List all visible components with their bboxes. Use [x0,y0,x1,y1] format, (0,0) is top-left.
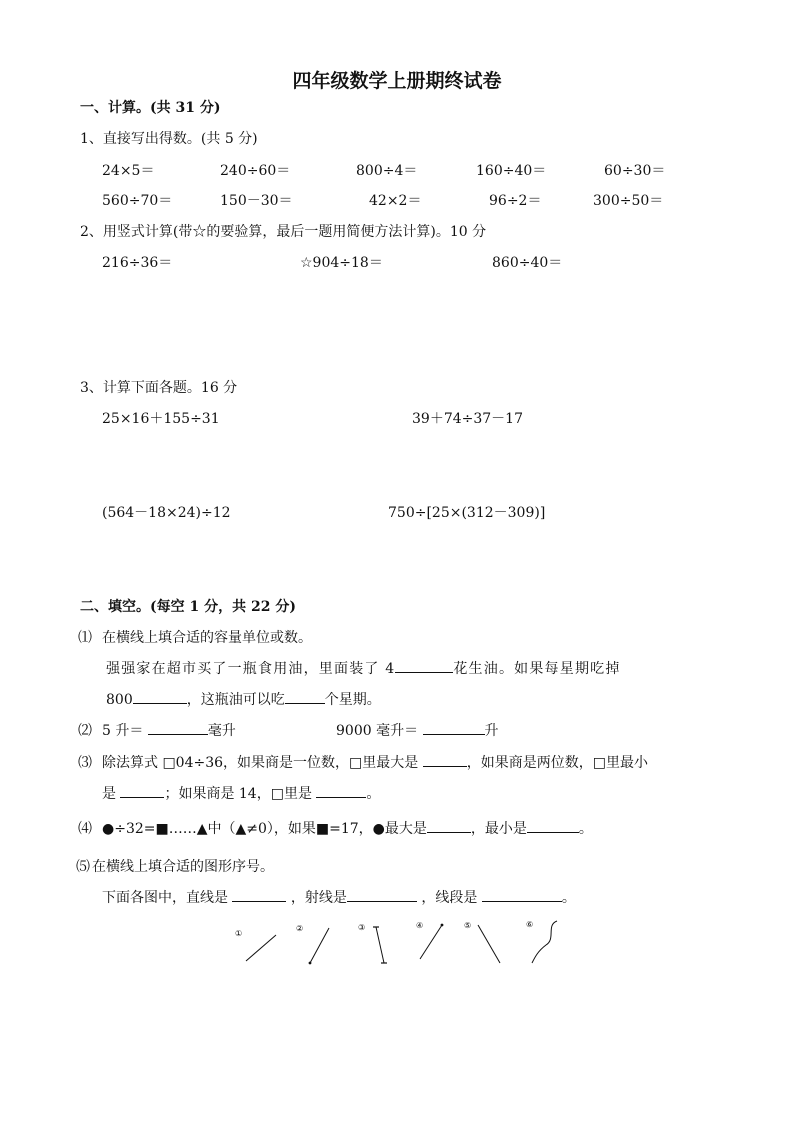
problem-3-line-1 [102,752,648,772]
problem-4-line [102,818,593,838]
q1-item: 160÷40＝ [476,163,547,179]
text: 花生油。如果每星期吃掉 [453,661,621,677]
answer-blank[interactable] [316,783,366,798]
problem-1-line-1 [106,658,621,678]
answer-blank[interactable] [395,658,453,673]
text: 个星期。 [324,692,381,708]
text: 毫升 [207,723,236,739]
q2-item: ☆904÷18＝ [300,255,383,271]
text: ，如果商是两位数，□里最小 [466,755,648,771]
text: 是 [102,786,116,802]
text: ；如果商是 14，□里是 [164,786,312,802]
answer-blank[interactable] [427,818,471,833]
answer-blank[interactable] [120,783,164,798]
problem-1-label: 在横线上填合适的容量单位或数。 [102,630,312,646]
answer-blank[interactable] [527,818,579,833]
line-figures [230,913,570,973]
text: ，这瓶油可以吃 [186,692,285,708]
q2-item: 216÷36＝ [102,255,173,271]
text: 除法算式 □04÷36，如果商是一位数，□里最大是 [102,755,419,771]
q3-item: (564－18×24)÷12 [102,505,231,521]
problem-2-line [336,720,499,740]
problem-1-line-2 [106,689,381,709]
figure-label: ③ [358,923,366,932]
problem-3-line-2 [102,783,380,803]
figure-label: ① [235,929,243,938]
q3-item: 750÷[25×(312－309)] [388,505,546,521]
section-1-heading: 一、计算。(共 31 分) [80,100,221,116]
q1-item: 800÷4＝ [356,163,418,179]
figure-1-line [246,935,276,961]
figure-label: ④ [416,921,424,930]
answer-blank[interactable] [148,720,208,735]
text: ●÷32=■……▲中（▲≠0），如果■=17，●最大是 [102,821,427,837]
q2-item: 860÷40＝ [492,255,563,271]
text: 强强家在超市买了一瓶食用油，里面装了 4 [106,661,396,677]
text: 800 [106,692,133,708]
figure-2-endpoint [309,962,312,965]
q1-item: 150－30＝ [220,193,293,209]
answer-blank[interactable] [133,689,187,704]
question-2-label: 2、用竖式计算(带☆的要验算，最后一题用简便方法计算)。10 分 [80,224,487,240]
q1-item: 300÷50＝ [593,193,664,209]
answer-blank[interactable] [423,752,467,767]
figure-5-line [478,925,500,963]
figure-label: ⑤ [464,921,472,930]
figure-2-ray [310,928,329,963]
text: 。 [366,786,381,802]
q1-item: 60÷30＝ [604,163,666,179]
answer-blank[interactable] [423,720,485,735]
figure-6-curve [532,921,557,963]
figure-label: ⑥ [526,920,534,929]
figure-4-ray [420,925,442,959]
section-2-heading: 二、填空。(每空 1 分，共 22 分) [80,599,296,615]
problem-5-label: 在横线上填合适的图形序号。 [92,859,274,875]
q1-item: 240÷60＝ [220,163,291,179]
page-title: 四年级数学上册期终试卷 [292,70,502,92]
text: 9000 毫升＝ [336,723,419,739]
q1-item: 560÷70＝ [102,193,173,209]
text: 。 [578,821,593,837]
problem-number: ⑴ [78,630,92,646]
q1-item: 42×2＝ [369,193,422,209]
q3-item: 25×16＋155÷31 [102,411,220,427]
text: ，线段是 [421,890,478,906]
text: ，射线是 [290,890,347,906]
text: 下面各图中，直线是 [102,890,228,906]
answer-blank[interactable] [482,887,562,902]
answer-blank[interactable] [232,887,286,902]
text: 升 [484,723,499,739]
question-3-label: 3、计算下面各题。16 分 [80,380,238,396]
text: ，最小是 [470,821,527,837]
problem-number: ⑷ [78,821,92,837]
problem-number: ⑶ [78,755,92,771]
figure-4-endpoint [441,924,444,927]
question-1-label: 1、直接写出得数。(共 5 分) [80,131,258,147]
problem-number: ⑵ [78,723,92,739]
figure-label: ② [296,924,304,933]
q1-item: 24×5＝ [102,163,155,179]
problem-2-line [102,720,236,740]
text: 5 升＝ [102,723,144,739]
answer-blank[interactable] [285,689,325,704]
problem-5-line [102,887,576,907]
q1-item: 96÷2＝ [489,193,542,209]
answer-blank[interactable] [347,887,417,902]
q3-item: 39＋74÷37－17 [412,411,523,427]
figure-3-segment [376,927,384,963]
problem-number: ⑸ [76,859,90,875]
text: 。 [561,890,576,906]
